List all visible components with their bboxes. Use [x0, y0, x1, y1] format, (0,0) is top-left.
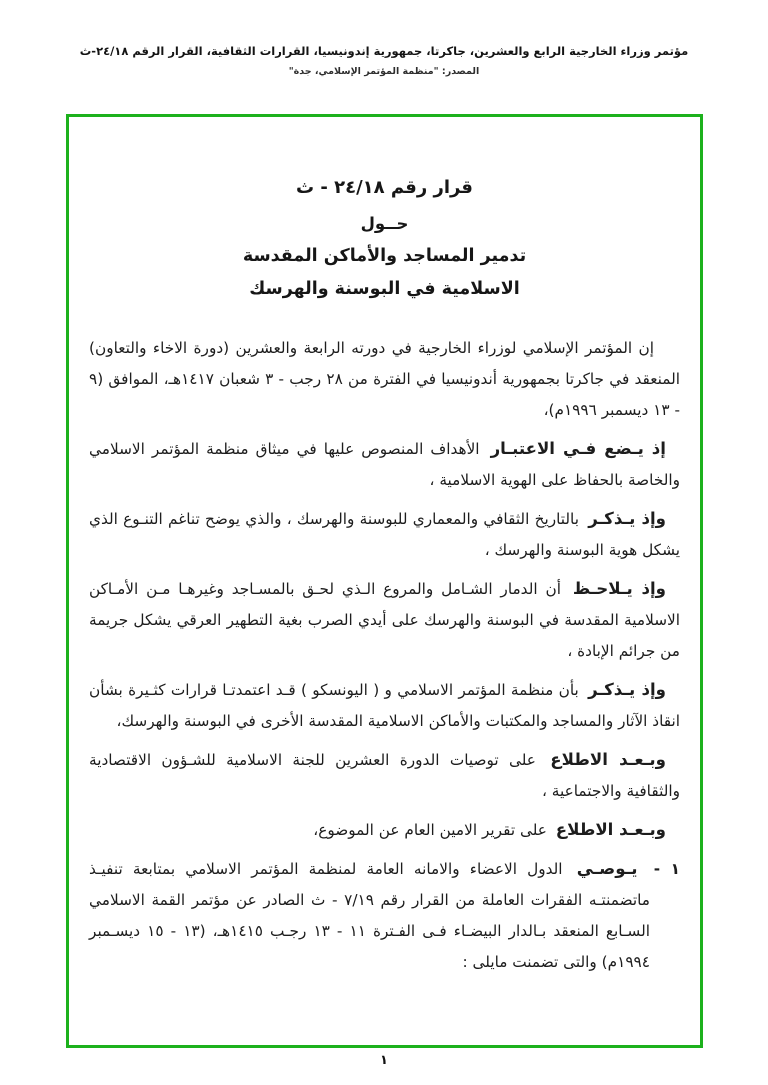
paragraph-text: بأن منظمة المؤتمر الاسلامي و ( اليونسكو ) قـد اعتمدتـا قرارات كثـيرة بشأن انقاذ الآثار والمساجد والمكتبات والأماكن الاسلامية المقدسة الأخرى في البوسنة والهرسك، [89, 681, 680, 730]
preambular-clause [89, 744, 680, 807]
paragraph-text: على توصيات الدورة العشرين للجنة الاسلامية للشـؤون الاقتصادية والثقافية والاجتماعية ، [89, 751, 680, 800]
preambular-clause [89, 573, 680, 667]
title-concerning: حــول [360, 214, 409, 233]
clause-lead: وإذ يـلاحـظ [572, 579, 666, 598]
resolution-body [89, 333, 680, 978]
preambular-clause [89, 503, 680, 566]
header-source: المصدر: "منظمة المؤتمر الإسلامي، جدة" [288, 66, 480, 77]
document-border-frame [66, 114, 703, 1048]
preambular-clause [89, 433, 680, 496]
title-subject-line1: تدمير المساجد والأماكن المقدسة [242, 246, 527, 266]
title-subject-line2: الاسلامية في البوسنة والهرسك [249, 279, 520, 299]
operative-paragraph-1 [89, 853, 680, 978]
clause-lead: وإذ يـذكـر [588, 680, 666, 699]
preamble-paragraph [89, 333, 680, 426]
header-citation: مؤتمر وزراء الخارجية الرابع والعشرين، جاكرتا، جمهورية إندونيسيا، القرارات الثقافية، القرار الرقم ٢٤/١٨-ث [79, 44, 689, 58]
resolution-title-block [89, 177, 680, 299]
clause-lead: وبـعـد الاطلاع [550, 750, 666, 769]
paragraph-text: بالتاريخ الثقافي والمعماري للبوسنة والهرسك ، والذي يوضح تناغم التنـوع الذي يشكل هوية البوسنة والهرسك ، [89, 510, 680, 559]
page-number: ١ [380, 1053, 388, 1068]
clause-lead: وإذ يـذكـر [588, 509, 666, 528]
item-number: ١ - [653, 860, 680, 878]
clause-lead: وبـعـد الاطلاع [555, 820, 666, 839]
paragraph-text: الدول الاعضاء والامانه العامة لمنظمة المؤتمر الاسلامي بمتابعة تنفيـذ ماتضمنتـه الفقرات العاملة من القرار رقم ٧/١٩ - ث الصادر عن مؤتمر القمة الاسلامي السـابع المنعقد بـالدار البيضـاء فـى الفـترة ١١ - ١٣ رجـب ١٤١٥هـ، (١٣ - ١٥ ديسـمبر ١٩٩٤م) والتى تضمنت مايلى : [89, 860, 650, 971]
clause-lead: يـوصـي [576, 859, 638, 878]
clause-lead: إذ يـضع فـي الاعتبـار [490, 439, 666, 458]
preambular-clause [89, 674, 680, 737]
preambular-clause [89, 814, 680, 846]
document-header [0, 44, 768, 77]
resolution-number-title: قرار رقم ٢٤/١٨ - ث [296, 177, 473, 198]
paragraph-text: إن المؤتمر الإسلامي لوزراء الخارجية في دورته الرابعة والعشرين (دورة الاخاء والتعاون) المنعقد في جاكرتا بجمهورية أندونيسيا في الفترة من ٢٨ رجب - ٣ شعبان ١٤١٧هـ، الموافق (٩ - ١٣ ديسمبر ١٩٩٦م)، [89, 339, 680, 419]
paragraph-text: أن الدمار الشـامل والمروع الـذي لحـق بالمسـاجد وغيرهـا مـن الأمـاكن الاسلامية المقدسة في البوسنة والهرسك على أيدي الصرب بغية التطهير العرقي يشكل جريمة من جرائم الإبادة ، [89, 580, 680, 660]
paragraph-text: الأهداف المنصوص عليها في ميثاق منظمة المؤتمر الاسلامي والخاصة بالحفاظ على الهوية الاسلامية ، [89, 440, 680, 489]
paragraph-text: على تقرير الامين العام عن الموضوع، [313, 821, 547, 839]
